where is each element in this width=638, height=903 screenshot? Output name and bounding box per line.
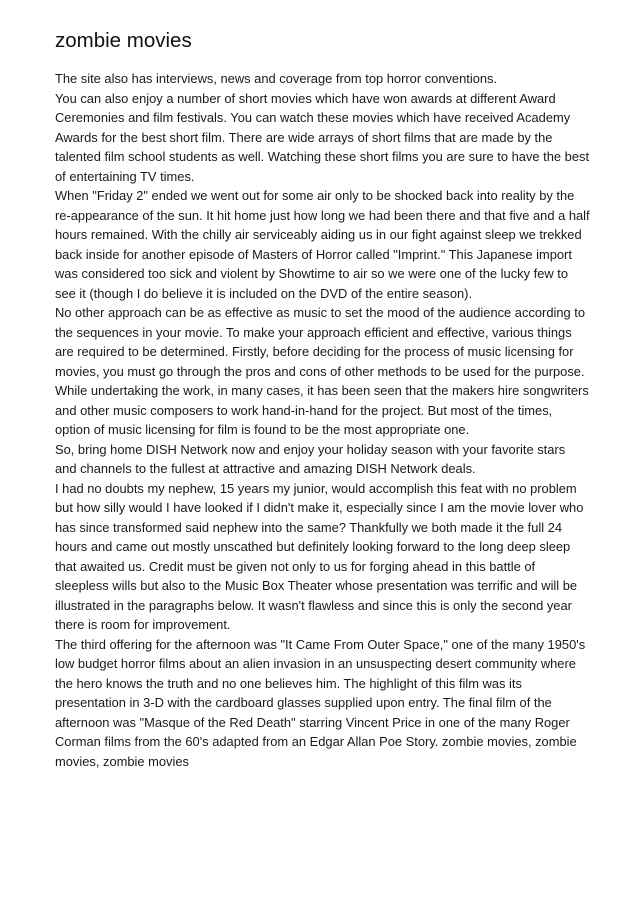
paragraph-4: No other approach can be as effective as music to set the mood of the audience according to the sequences in your movie. To make your approach efficient and effective, various things are required to be determined. Firstly, before deciding for the process of music licensing for movies, you must go through the pros and cons of other methods to be used for the purpose. While undertaking the work, in many cases, it has been seen that the makers hire songwriters and other music composers to work hand-in-hand for the project. But most of the times, option of music licensing for film is found to be the most appropriate one.	[55, 305, 589, 437]
paragraph-1: The site also has interviews, news and coverage from top horror conventions.	[55, 71, 498, 86]
paragraph-6: I had no doubts my nephew, 15 years my junior, would accomplish this feat with no problem but how silly would I have looked if I didn't make it, especially since I am the movie lover who has since transformed said nephew into the same? Thankfully we both made it the full 24 hours and came out mostly unscathed but definitely looking forward to the long deep sleep that awaited us. Credit must be given not only to us for forging ahead in this battle of sleepless wills but also to the Music Box Theater whose presentation was terrific and will be illustrated in the paragraphs below. It wasn't flawless and since this is only the second year there is room for improvement.	[55, 480, 584, 632]
paragraph-3: When "Friday 2" ended we went out for some air only to be shocked back into reality by the re-appearance of the sun. It hit home just how long we had been there and that five and a half hours remained. With the chilly air serviceably aiding us in our fight against sleep we trekked back inside for another episode of Masters of Horror called "Imprint." This Japanese import was considered too sick and violent by Showtime to air so we were one of the lucky few to see it (though I do believe it is included on the DVD of the entire season).	[55, 188, 590, 301]
paragraph-7: The third offering for the afternoon was "It Came From Outer Space," one of the many 1950's low budget horror films about an alien invasion in an unsuspecting desert community where the hero knows the truth and no one believes him. The highlight of this film was its presentation in 3-D with the cardboard glasses supplied upon entry. The final film of the afternoon was "Masque of the Red Death" starring Vincent Price in one of the many Roger Corman films from the 60's adapted from an Edgar Allan Poe Story. zombie movies, zombie movies, zombie movies	[55, 636, 586, 769]
paragraph-5: So, bring home DISH Network now and enjoy your holiday season with your favorite stars and channels to the fullest at attractive and amazing DISH Network deals.	[55, 441, 566, 476]
document-title: zombie movies	[55, 29, 192, 52]
paragraph-2: You can also enjoy a number of short movies which have won awards at different Award Ceremonies and film festivals. You can watch these movies which have received Academy Awards for the best short film. There are wide arrays of short films that are made by the talented film school students as well. Watching these short films you are sure to have the best of entertaining TV times.	[55, 90, 590, 184]
document-page	[55, 28, 590, 771]
